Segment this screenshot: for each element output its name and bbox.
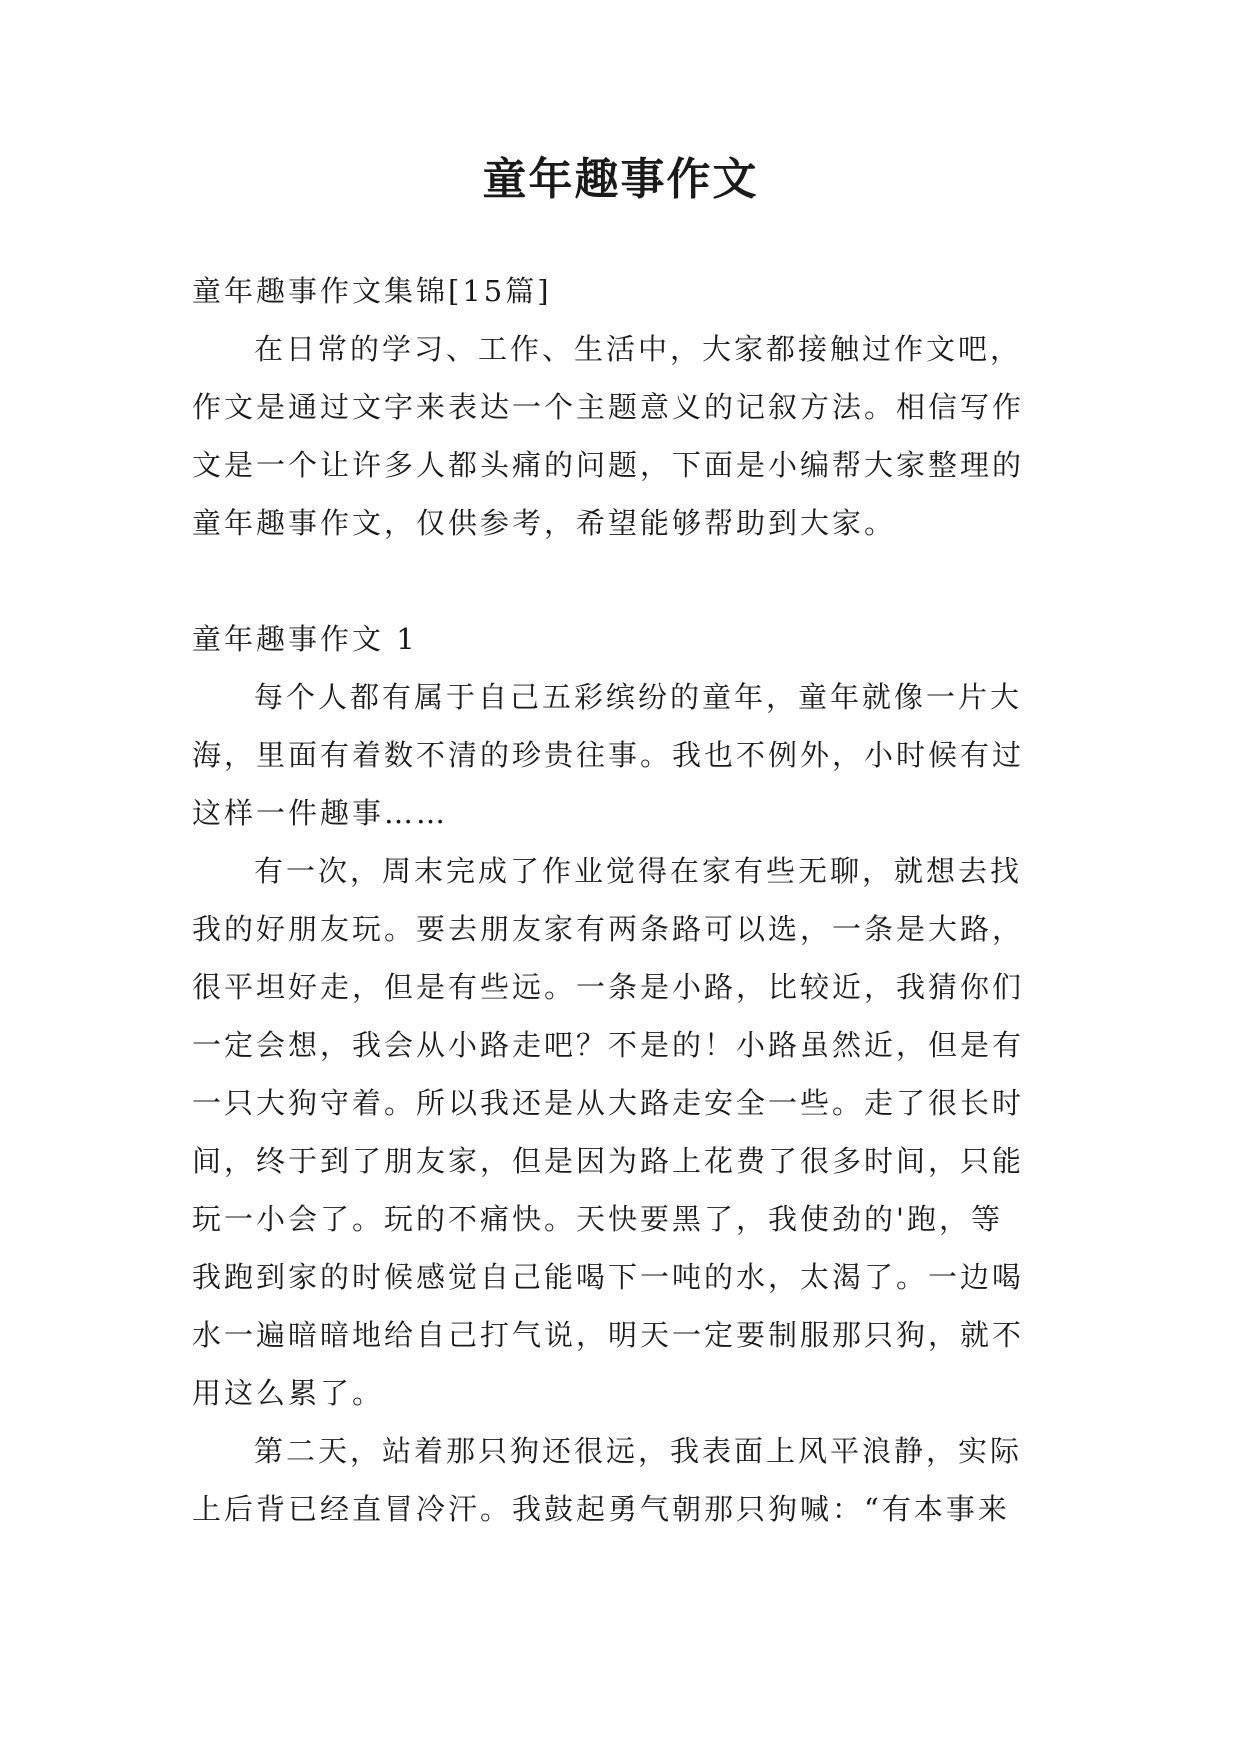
text-line: 一定会想，我会从小路走吧？不是的！小路虽然近，但是有 [192,1028,1025,1062]
text-line: 童年趣事作文，仅供参考，希望能够帮助到大家。 [192,506,897,540]
text-line: 间，终于到了朋友家，但是因为路上花费了很多时间，只能 [192,1144,1025,1178]
text-line: 上后背已经直冒冷汗。我鼓起勇气朝那只狗喊：“有本事来 [192,1492,1010,1526]
text-line: 在日常的学习、工作、生活中，大家都接触过作文吧， [254,332,1023,366]
blank-line [192,552,1054,610]
intro-paragraph [192,320,1054,552]
text-line: 水一遍暗暗地给自己打气说，明天一定要制服那只狗，就不 [192,1318,1025,1352]
text-line: 有一次，周末完成了作业觉得在家有些无聊，就想去找 [254,854,1023,888]
text-line: 玩一小会了。玩的不痛快。天快要黑了，我使劲的'跑，等 [192,1202,1003,1236]
text-line: 我的好朋友玩。要去朋友家有两条路可以选，一条是大路， [192,912,1025,946]
text-line: 海，里面有着数不清的珍贵往事。我也不例外，小时候有过 [192,738,1025,772]
collection-heading: 童年趣事作文集锦[15篇] [192,274,552,308]
document-body [192,262,1054,1538]
section-heading: 童年趣事作文 1 [192,622,418,656]
text-line: 很平坦好走，但是有些远。一条是小路，比较近，我猜你们 [192,970,1025,1004]
section1-paragraph-1 [192,668,1054,842]
text-line: 每个人都有属于自己五彩缤纷的童年，童年就像一片大 [254,680,1023,714]
text-line: 我跑到家的时候感觉自己能喝下一吨的水，太渴了。一边喝 [192,1260,1025,1294]
document-title: 童年趣事作文 [482,154,759,205]
section1-paragraph-2 [192,842,1054,1422]
text-line: 文是一个让许多人都头痛的问题，下面是小编帮大家整理的 [192,448,1025,482]
text-line: 这样一件趣事…… [192,796,449,830]
text-line: 用这么累了。 [192,1376,385,1410]
text-line: 作文是通过文字来表达一个主题意义的记叙方法。相信写作 [192,390,1025,424]
section1-paragraph-3 [192,1422,1054,1538]
text-line: 一只大狗守着。所以我还是从大路走安全一些。走了很长时 [192,1086,1025,1120]
text-line: 第二天，站着那只狗还很远，我表面上风平浪静，实际 [254,1434,1023,1468]
